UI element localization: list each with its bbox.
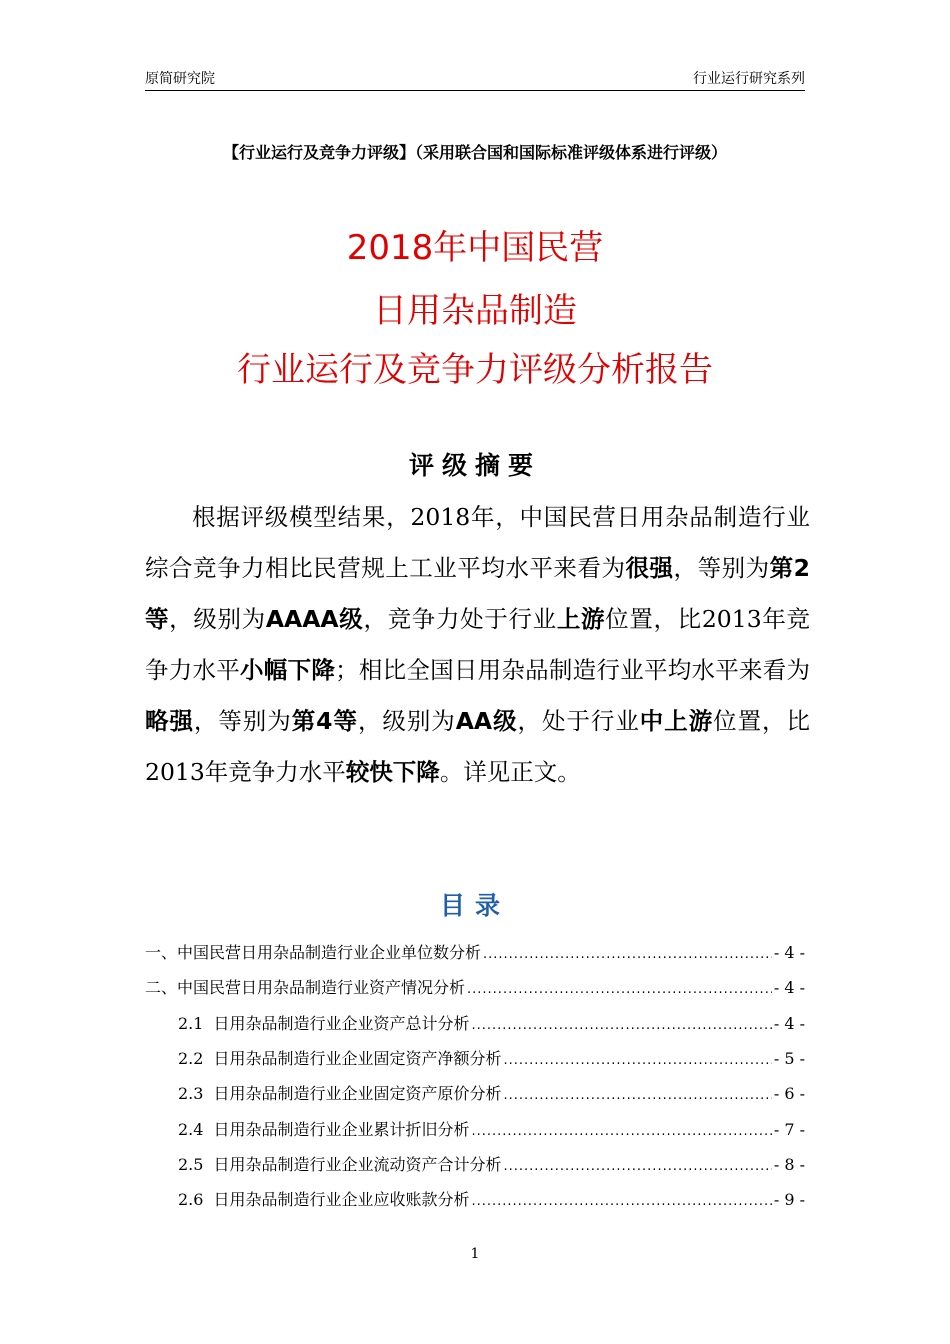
page-number: 1 <box>470 1246 480 1262</box>
report-title-line-1: 2018年中国民营 <box>346 228 604 268</box>
toc-leader-dots <box>503 1159 771 1174</box>
summary-emphasis: 第4等 <box>291 707 358 735</box>
toc-entry-page: - 4 - <box>773 943 805 962</box>
toc-leader-dots <box>467 982 772 997</box>
toc-entry-number: 2.6 <box>178 1190 204 1209</box>
toc-entry-number: 2.5 <box>178 1155 204 1174</box>
toc-entry[interactable] <box>145 975 805 999</box>
report-subtitle: 【行业运行及竞争力评级】（采用联合国和国际标准评级体系进行评级） <box>222 143 727 162</box>
summary-text: 根据评级模型结果，2018年，中国民营日用杂品制造行业综合竞争力相比民营规上工业平均水平来看为 <box>145 503 810 582</box>
toc-entry[interactable] <box>178 1011 805 1035</box>
toc-leader-dots <box>503 1088 771 1103</box>
toc-entry-number: 2.2 <box>178 1049 204 1068</box>
summary-text: ，级别为 <box>169 605 266 633</box>
summary-text: ；相比全国日用杂品制造行业平均水平来看为 <box>335 656 811 684</box>
toc-entry[interactable] <box>145 940 805 964</box>
toc-entry-text: 日用杂品制造行业企业固定资产净额分析 <box>213 1049 502 1068</box>
summary-heading: 评级摘要 <box>408 451 541 480</box>
toc-entry-page: - 8 - <box>773 1155 805 1174</box>
toc-entry-text: 日用杂品制造行业企业累计折旧分析 <box>213 1120 470 1139</box>
toc-leader-dots <box>483 947 772 962</box>
toc-leader-dots <box>471 1194 771 1209</box>
summary-text: ，处于行业 <box>517 707 640 735</box>
header-series: 行业运行研究系列 <box>693 71 805 87</box>
toc-entry[interactable] <box>178 1046 805 1070</box>
toc-entry[interactable] <box>178 1117 805 1141</box>
toc-title: 目录 <box>439 891 510 920</box>
toc-entry-number: 2.4 <box>178 1120 204 1139</box>
toc-entry[interactable] <box>178 1187 805 1211</box>
summary-text: ，竞争力处于行业 <box>363 605 557 633</box>
summary-text: ，等别为 <box>673 554 770 582</box>
summary-emphasis: AAAA级 <box>265 605 364 633</box>
summary-emphasis: 略强 <box>145 707 194 735</box>
summary-emphasis: 第2等 <box>145 554 811 633</box>
toc-entry-page: - 6 - <box>773 1084 805 1103</box>
report-title-line-3: 行业运行及竞争力评级分析报告 <box>237 350 713 390</box>
toc-leader-dots <box>503 1053 771 1068</box>
toc-entry[interactable] <box>178 1081 805 1105</box>
summary-text: 位置，比2013年竞争力水平 <box>145 707 811 786</box>
toc-entry-text: 日用杂品制造行业企业应收账款分析 <box>213 1190 470 1209</box>
summary-text: ，级别为 <box>357 707 456 735</box>
toc-entry-text: 二、中国民营日用杂品制造行业资产情况分析 <box>145 978 466 997</box>
summary-emphasis: 上游 <box>556 605 606 633</box>
toc-leader-dots <box>471 1018 771 1033</box>
toc-entry[interactable] <box>178 1152 805 1176</box>
header-org: 原简研究院 <box>145 71 215 87</box>
toc-entry-text: 日用杂品制造行业企业流动资产合计分析 <box>213 1155 502 1174</box>
toc-entry-text: 一、中国民营日用杂品制造行业企业单位数分析 <box>145 943 482 962</box>
summary-paragraph <box>145 492 810 798</box>
toc-entry-number: 2.1 <box>178 1014 204 1033</box>
summary-emphasis: 很强 <box>625 554 674 582</box>
summary-emphasis: 小幅下降 <box>240 656 336 684</box>
toc-entry-page: - 4 - <box>773 1014 805 1033</box>
toc-entry-page: - 4 - <box>773 978 805 997</box>
toc-entry-text: 日用杂品制造行业企业资产总计分析 <box>213 1014 470 1033</box>
toc-leader-dots <box>471 1124 771 1139</box>
summary-emphasis: 中上游 <box>639 707 714 735</box>
toc-entry-page: - 9 - <box>773 1190 805 1209</box>
toc-entry-page: - 7 - <box>773 1120 805 1139</box>
summary-emphasis: AA级 <box>455 707 518 735</box>
summary-text: 。详见正文。 <box>439 758 581 786</box>
toc-entry-text: 日用杂品制造行业企业固定资产原价分析 <box>213 1084 502 1103</box>
summary-text: 位置，比2013年竞争力水平 <box>145 605 811 684</box>
report-title-line-2: 日用杂品制造 <box>373 291 577 331</box>
summary-emphasis: 较快下降 <box>345 758 440 786</box>
summary-text: ，等别为 <box>193 707 292 735</box>
toc-entry-page: - 5 - <box>773 1049 805 1068</box>
page-header <box>145 64 805 91</box>
toc-entry-number: 2.3 <box>178 1084 204 1103</box>
